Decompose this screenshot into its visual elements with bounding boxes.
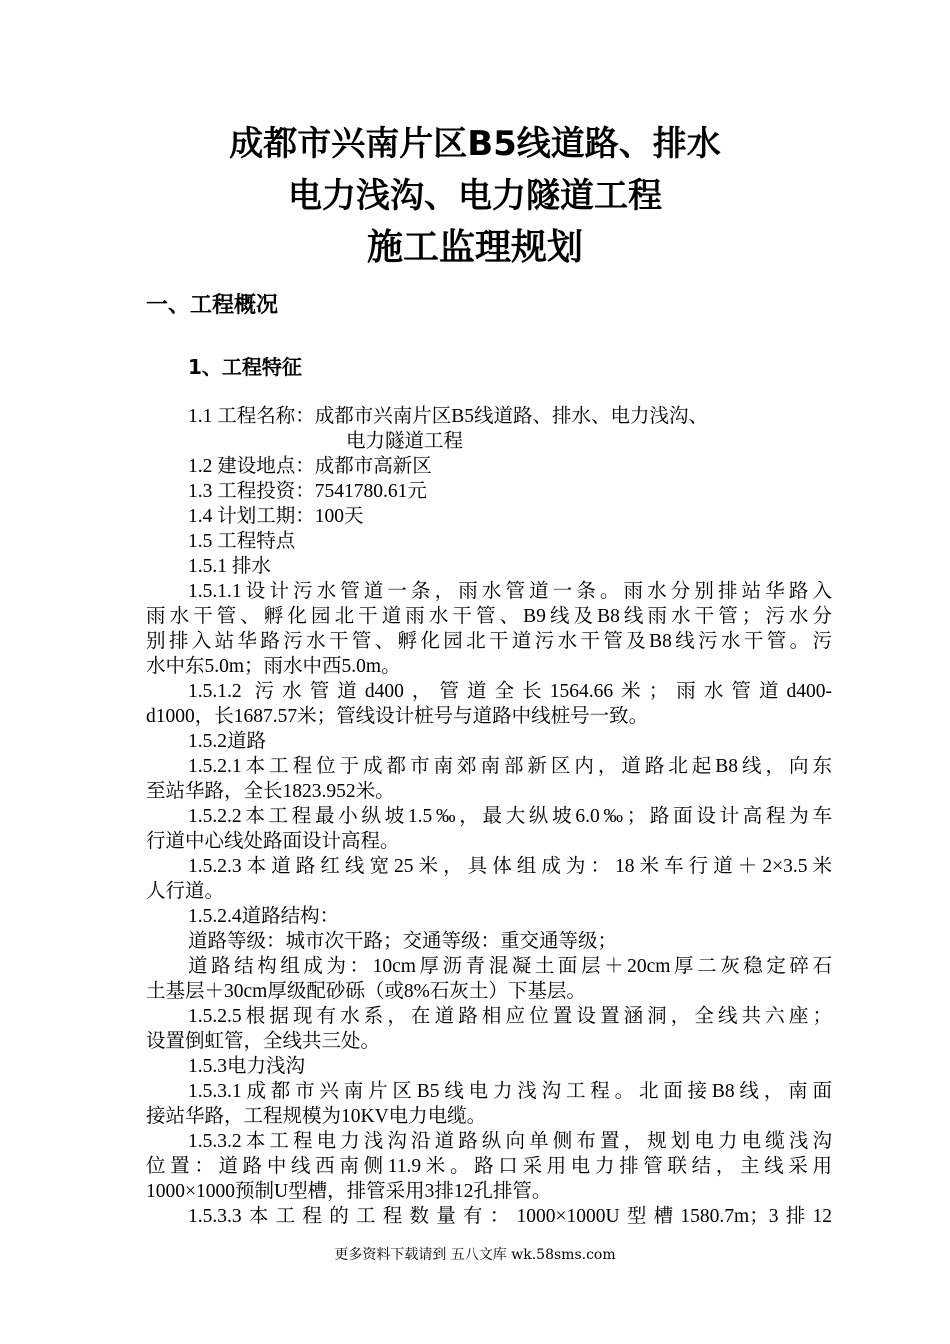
- body-line: 1.5.2道路: [188, 731, 267, 752]
- body-line: 位置：道路中线西南侧11.9米。路口采用电力排管联结，主线采用: [146, 1156, 832, 1177]
- body-line: 1.5.3.1成都市兴南片区B5线电力浅沟工程。北面接B8线，南面: [188, 1081, 832, 1102]
- body-line: 1.2 建设地点：成都市高新区: [188, 456, 432, 477]
- subsection-heading: 1、工程特征: [188, 355, 302, 379]
- body-line: 1.5.3.3本工程的工程数量有：1000×1000U型槽1580.7m；3排12: [188, 1206, 832, 1227]
- body-line: 1.5.2.1本工程位于成都市南郊南部新区内，道路北起B8线，向东: [188, 756, 832, 777]
- body-line: 1.5.3电力浅沟: [188, 1056, 306, 1077]
- body-line: 1.5.3.2本工程电力浅沟沿道路纵向单侧布置，规划电力电缆浅沟: [188, 1131, 832, 1152]
- body-line: 1.5.2.5根据现有水系，在道路相应位置设置涵洞，全线共六座；: [188, 1006, 832, 1027]
- body-line: 土基层＋30cm厚级配砂砾（或8%石灰土）下基层。: [146, 981, 586, 1002]
- document-title-line-2: 电力浅沟、电力隧道工程: [288, 176, 662, 216]
- body-text: [146, 404, 832, 1229]
- body-line: 1.5.1.1设计污水管道一条，雨水管道一条。雨水分别排站华路入: [188, 581, 832, 602]
- body-line: 1.5.1.2 污水管道d400，管道全长1564.66米；雨水管道d400-: [188, 681, 832, 702]
- body-line: 雨水干管、孵化园北干道雨水干管、B9线及B8线雨水干管；污水分: [146, 606, 832, 627]
- body-line: 行道中心线处路面设计高程。: [146, 831, 400, 852]
- body-line: 接站华路，工程规模为10KV电力电缆。: [146, 1106, 487, 1127]
- body-line: 水中东5.0m；雨水中西5.0m。: [146, 656, 401, 677]
- body-line: 1.5.2.3本道路红线宽25米，具体组成为：18米车行道＋2×3.5米: [188, 856, 832, 877]
- document-title-line-3: 施工监理规划: [366, 227, 583, 268]
- page-footer: 更多资料下载请到 五八文库 wk.58sms.com: [334, 1247, 616, 1263]
- body-line: 别排入站华路污水干管、孵化园北干道污水干管及B8线污水干管。污: [146, 631, 832, 652]
- body-line: 电力隧道工程: [346, 431, 464, 452]
- body-line: 人行道。: [146, 881, 225, 902]
- body-line: 1.3 工程投资：7541780.61元: [188, 481, 427, 502]
- body-line: 1.5 工程特点: [188, 531, 296, 552]
- body-line: 1000×1000预制U型槽，排管采用3排12孔排管。: [146, 1181, 552, 1202]
- body-line: 道路等级：城市次干路；交通等级：重交通等级；: [188, 931, 618, 952]
- body-line: 设置倒虹管，全线共三处。: [146, 1031, 381, 1052]
- body-line: 1.4 计划工期：100天: [188, 506, 364, 527]
- body-line: 1.5.2.2本工程最小纵坡1.5‰，最大纵坡6.0‰；路面设计高程为车: [188, 806, 832, 827]
- section-heading: 一、工程概况: [146, 293, 279, 318]
- document-title-line-1: 成都市兴南片区B5线道路、排水: [229, 124, 721, 164]
- body-line: 1.5.2.4道路结构：: [188, 906, 340, 927]
- body-line: d1000，长1687.57米；管线设计桩号与道路中线桩号一致。: [146, 706, 649, 727]
- body-line: 至站华路，全长1823.952米。: [146, 781, 395, 802]
- body-line: 道路结构组成为：10cm厚沥青混凝土面层＋20cm厚二灰稳定碎石: [188, 956, 832, 977]
- body-line: 1.5.1 排水: [188, 556, 271, 577]
- body-line: 1.1 工程名称：成都市兴南片区B5线道路、排水、电力浅沟、: [188, 406, 709, 427]
